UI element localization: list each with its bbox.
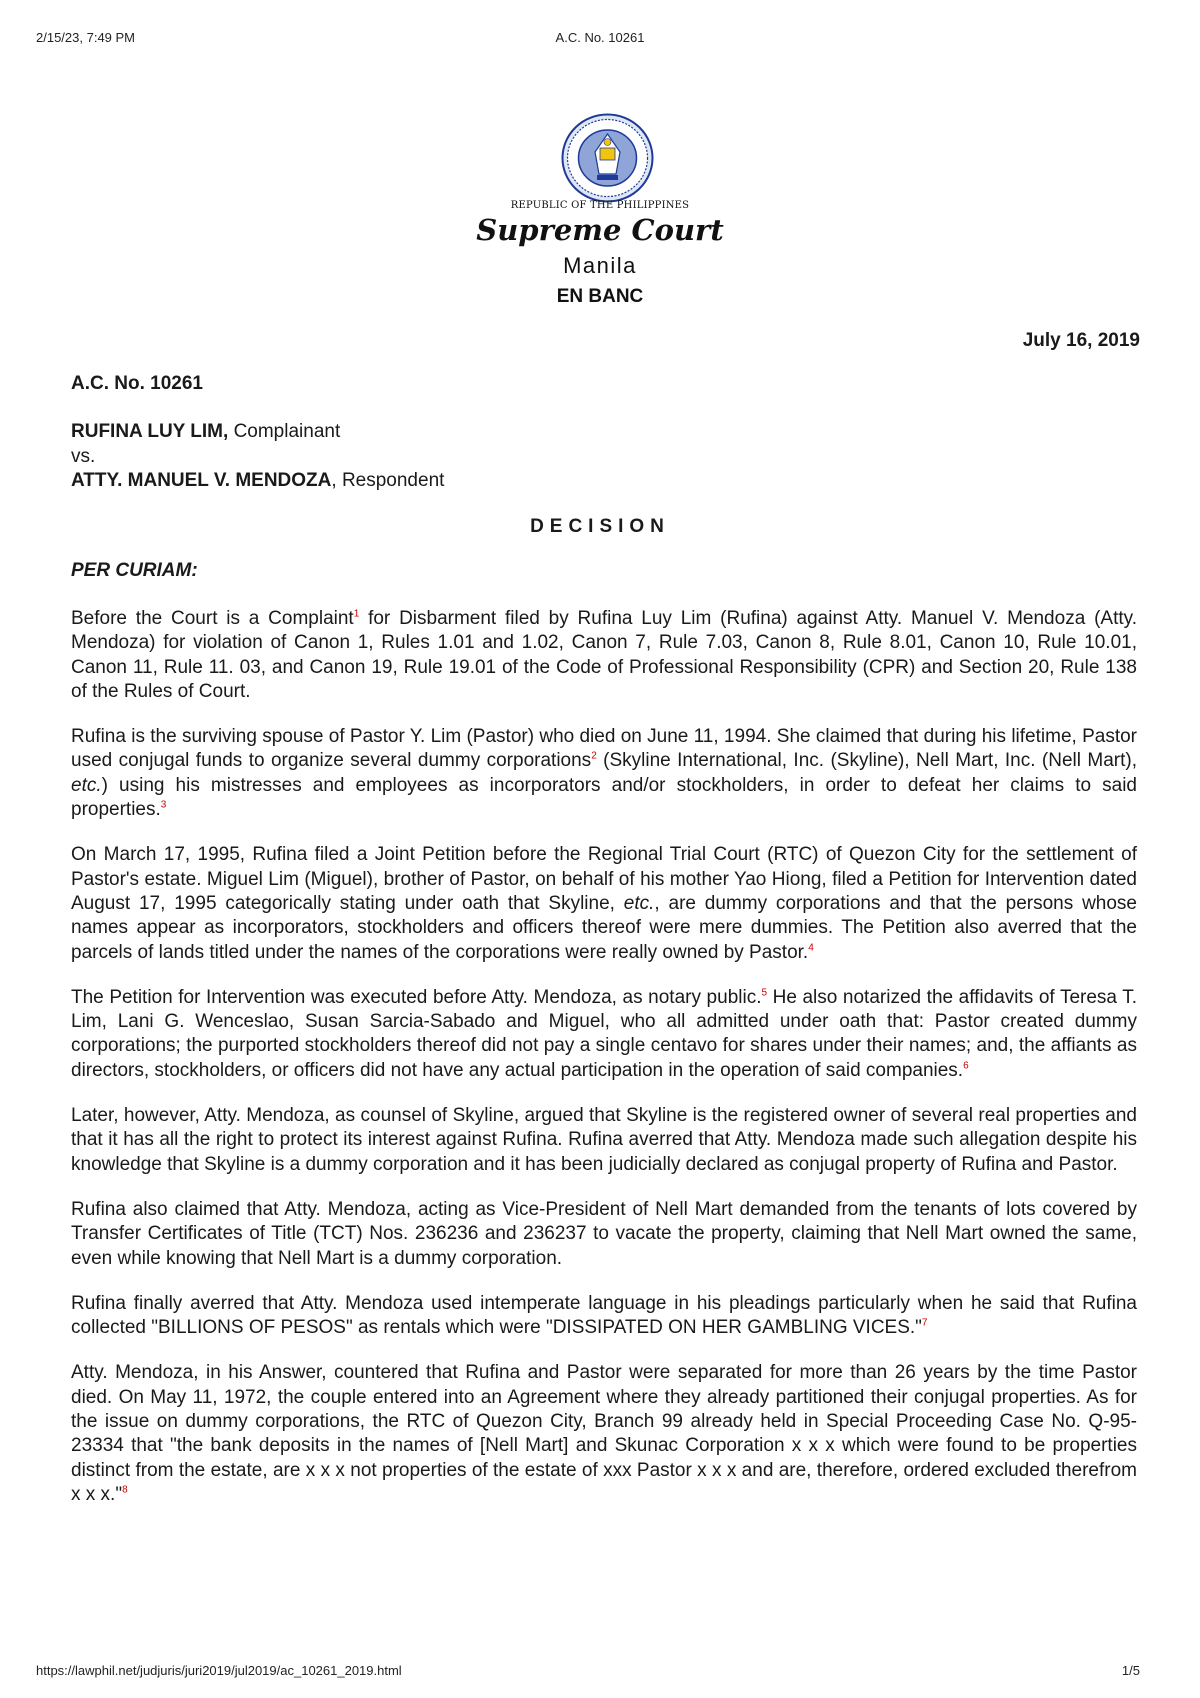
respondent-name: ATTY. MANUEL V. MENDOZA [71,470,332,491]
decision-body [71,607,1137,1528]
respondent-line [71,470,444,492]
court-division: EN BANC [556,286,644,307]
footnote-link[interactable]: 1 [353,608,360,620]
footnote-link[interactable]: 7 [921,1317,928,1329]
print-url: https://lawphil.net/judjuris/juri2019/jul2019/ac_10261_2019.html [36,1663,402,1678]
paragraph: On March 17, 1995, Rufina filed a Joint Petition before the Regional Trial Court (RTC) of Quezon City for the settlement of Pastor's estate. Miguel Lim (Miguel), brother of Pastor, on behalf of his mother Yao Hiong, filed a Petition for Intervention dated August 17, 1995 categorically stating under oath that Skyline, etc., are dummy corporations and that the persons whose names appear as incorporators, stockholders and officers thereof were mere dummies. The Petition also averred that the parcels of lands titled under the names of the corporations were really owned by Pastor.$^4$ [71,844,1138,963]
court-city: Manila [563,253,637,278]
footnote-link[interactable]: 2 [591,751,597,763]
print-title: A.C. No. 10261 [555,30,645,45]
court-name: Supreme Court [476,213,724,247]
republic-label: REPUBLIC OF THE PHILIPPINES [510,200,690,211]
paragraph: Later, however, Atty. Mendoza, as counsel of Skyline, argued that Skyline is the registered owner of several real properties and that it has all the right to protect its interest against Rufina. Rufina averred that Atty. Mendoza made such allegation despite his knowledge that Skyline is a dummy corporation and it has been judicially declared as conjugal property of Rufina and Pastor. [71,1105,1137,1175]
complainant-line [71,421,340,443]
footnote-link[interactable]: 8 [122,1484,128,1496]
complainant-name: RUFINA LUY LIM, [71,421,229,442]
per-curiam-label: PER CURIAM: [71,560,198,581]
footnote-link[interactable]: 3 [160,799,167,811]
decision-heading: DECISION [530,516,670,537]
versus-label: vs. [71,446,96,467]
paragraph: The Petition for Intervention was executed before Atty. Mendoza, as notary public.$^5$ He also notarized the affidavits of Teresa T. Lim, Lani G. Wenceslao, Susan Sarcia-Sabado and Miguel, who all admitted under oath that: Pastor created dummy corporations; the purported stockholders thereof did not pay a single centavo for shares under their names; and, the affiants as directors, stockholders, or officers did not have any actual participation in the operation of said companies.$^6$ [71,986,1137,1081]
print-datetime: 2/15/23, 7:49 PM [36,30,136,45]
page-number: 1/5 [1121,1663,1140,1678]
paragraph: Rufina finally averred that Atty. Mendoza used intemperate language in his pleadings particularly when he said that Rufina collected "BILLIONS OF PESOS" as rentals which were "DISSIPATED ON HER GAMBLING VICES."$^7$ [71,1292,1137,1339]
footnote-link[interactable]: 4 [808,942,814,954]
supreme-court-seal-icon [560,112,655,204]
paragraph: Rufina is the surviving spouse of Pastor Y. Lim (Pastor) who died on June 11, 1994. She claimed that during his lifetime, Pastor used conjugal funds to organize several dummy corporations$^2$ (Skyline International, Inc. (Skyline), Nell Mart, Inc. (Nell Mart), etc.) using his mistresses and employees as incorporators and/or stockholders, in order to defeat her claims to said properties.$^3$ [71,726,1138,821]
paragraph: Before the Court is a Complaint$^1$ for Disbarment filed by Rufina Luy Lim (Rufina) against Atty. Manuel V. Mendoza (Atty. Mendoza) for violation of Canon 1, Rules 1.01 and 1.02, Canon 7, Rule 7.03, Canon 8, Rule 8.01, Canon 10, Rule 10.01, Canon 11, Rule 11. 03, and Canon 19, Rule 19.01 of the Code of Professional Responsibility (CPR) and Section 20, Rule 138 of the Rules of Court. [71,608,1137,702]
footnote-link[interactable]: 5 [761,987,768,999]
footnote-link[interactable]: 6 [963,1060,969,1072]
respondent-role: , Respondent [331,470,445,491]
complainant-role: Complainant [233,421,341,442]
decision-date: July 16, 2019 [1022,330,1140,351]
case-number: A.C. No. 10261 [71,373,203,394]
paragraph: Atty. Mendoza, in his Answer, countered that Rufina and Pastor were separated for more than 26 years by the time Pastor died. On May 11, 1972, the couple entered into an Agreement where they already partitioned their conjugal properties. As for the issue on dummy corporations, the RTC of Quezon City, Branch 99 already held in Special Proceeding Case No. Q-95-23334 that "the bank deposits in the names of [Nell Mart] and Skunac Corporation x x x which were found to be properties distinct from the estate, are x x x not properties of the estate of xxx Pastor x x x and are, therefore, ordered excluded therefrom x x x."$^8$ [71,1362,1137,1505]
paragraph: Rufina also claimed that Atty. Mendoza, acting as Vice-President of Nell Mart demanded from the tenants of lots covered by Transfer Certificates of Title (TCT) Nos. 236236 and 236237 to vacate the property, claiming that Nell Mart owned the same, even while knowing that Nell Mart is a dummy corporation. [71,1198,1137,1269]
